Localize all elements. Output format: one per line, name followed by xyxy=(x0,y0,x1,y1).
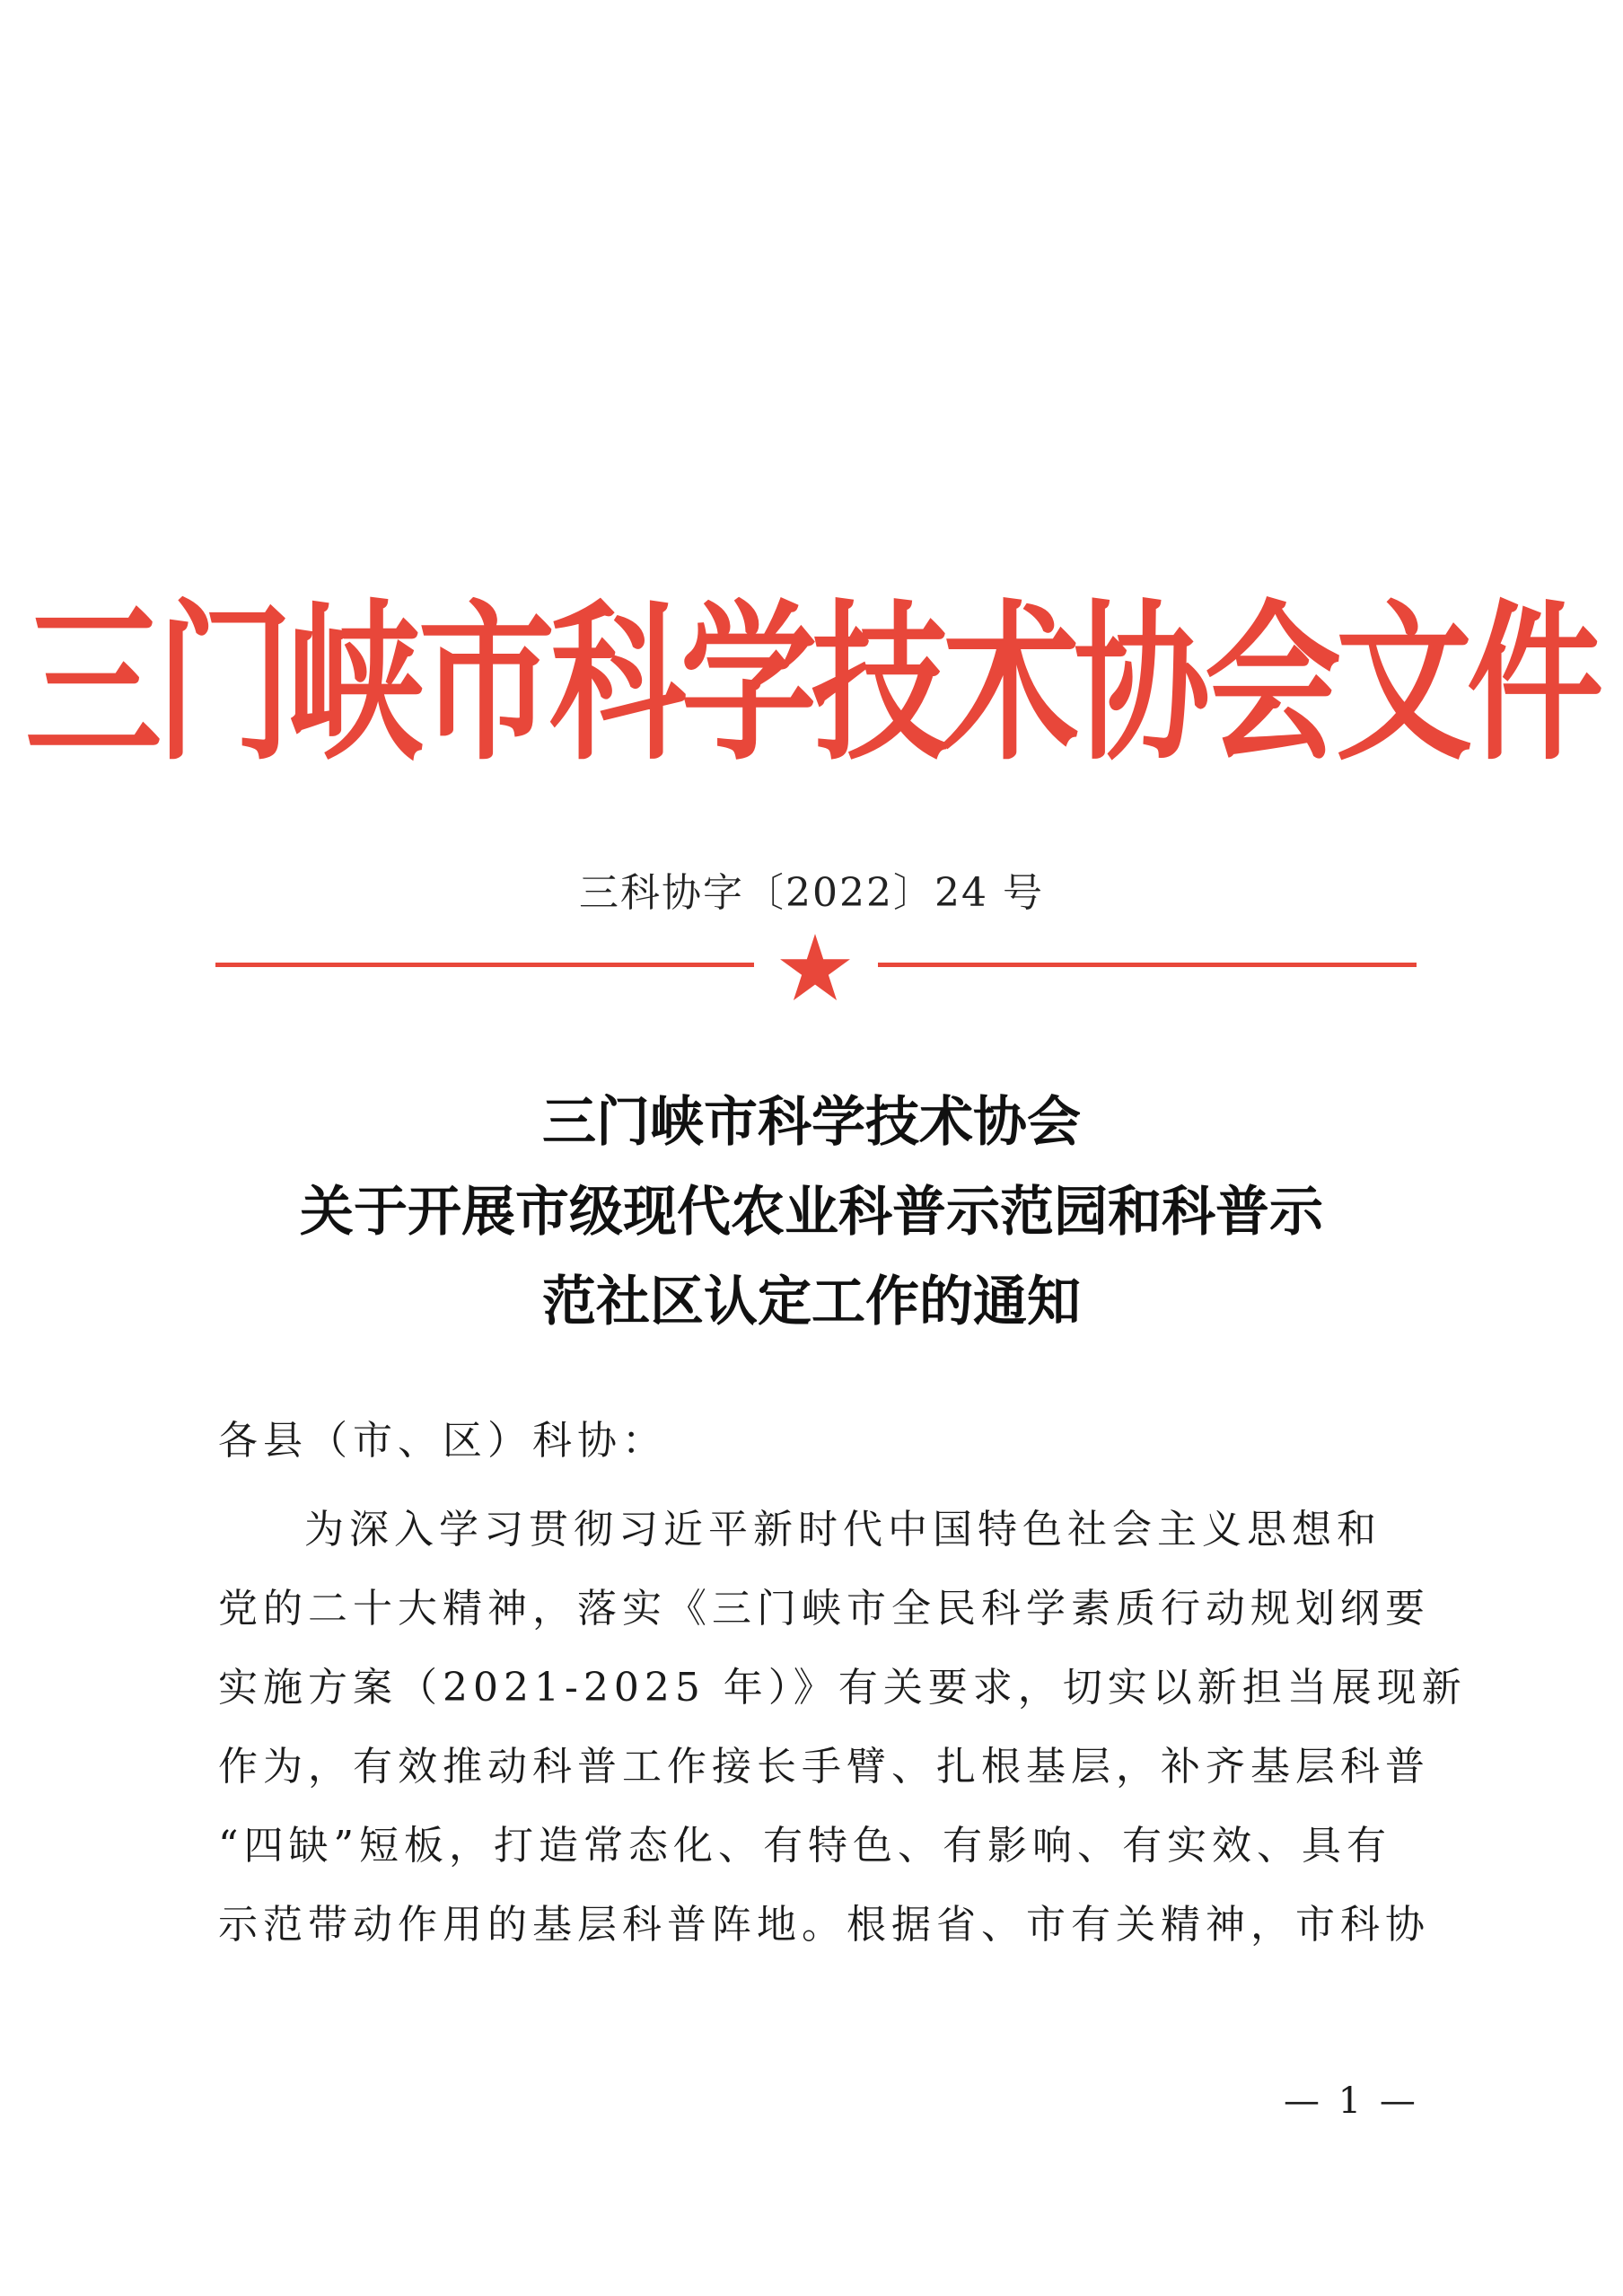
body-line: 实施方案（2021-2025 年）》有关要求，切实以新担当展现新 xyxy=(218,1665,1467,1711)
document-number: 三科协字〔2022〕24 号 xyxy=(579,870,1044,916)
body-line: 示范带动作用的基层科普阵地。根据省、市有关精神，市科协 xyxy=(218,1902,1430,1948)
title-line-3: 范社区认定工作的通知 xyxy=(542,1271,1081,1333)
red-rule-left xyxy=(215,963,754,967)
masthead-title: 三门峡市科学技术协会文件 xyxy=(25,585,1598,784)
body-line: 作为，有效推动科普工作接长手臂、扎根基层，补齐基层科普 xyxy=(218,1744,1430,1790)
body-line: “四缺”短板，打造常态化、有特色、有影响、有实效、具有 xyxy=(218,1823,1391,1869)
body-line: 为深入学习贯彻习近平新时代中国特色社会主义思想和 xyxy=(304,1507,1382,1553)
body-paragraph xyxy=(218,1491,1467,1965)
salutation: 各县（市、区）科协： xyxy=(218,1418,667,1464)
title-line-2: 关于开展市级现代农业科普示范园和科普示 xyxy=(300,1181,1323,1244)
red-star-icon xyxy=(780,934,850,1000)
page-number: — 1 — xyxy=(1284,2080,1419,2122)
title-line-1: 三门峡市科学技术协会 xyxy=(542,1091,1081,1154)
body-line: 党的二十大精神，落实《三门峡市全民科学素质行动规划纲要 xyxy=(218,1586,1430,1632)
red-rule-right xyxy=(878,963,1417,967)
notice-title xyxy=(0,1078,1623,1347)
